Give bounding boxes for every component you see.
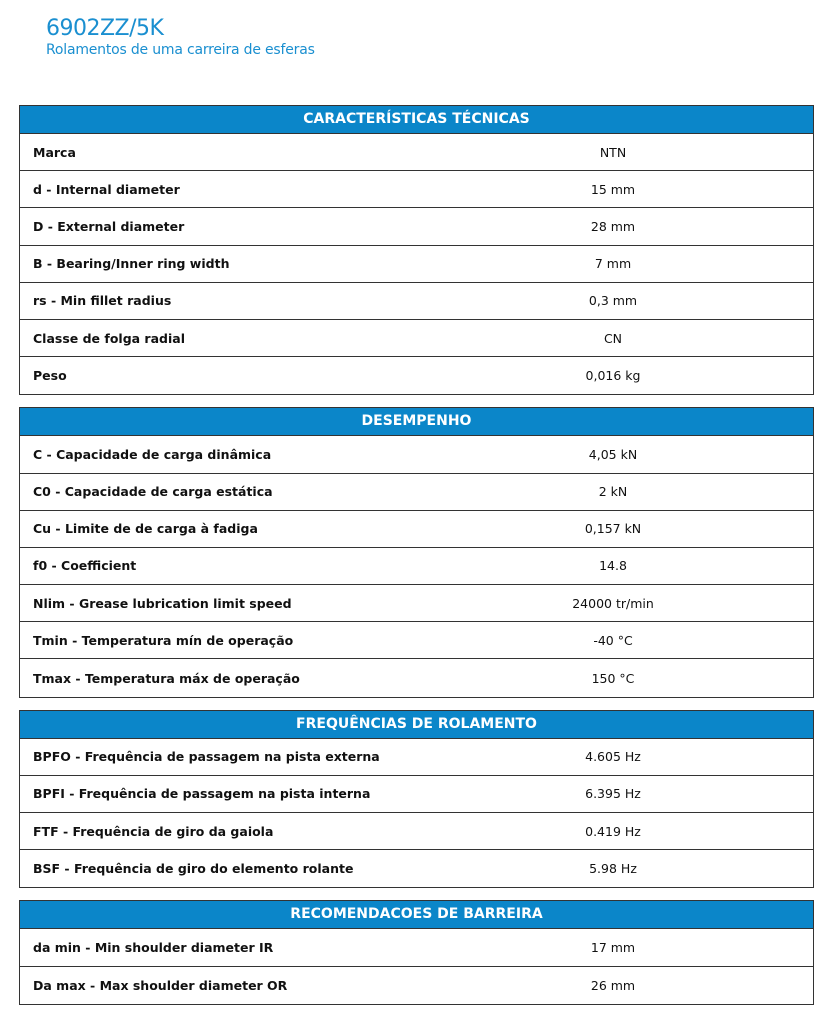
table-row: [20, 246, 813, 283]
table-row: [20, 511, 813, 548]
table-row: [20, 134, 813, 171]
row-value: 14.8: [599, 558, 627, 574]
row-value: 2 kN: [598, 484, 628, 500]
section-header: CARACTERÍSTICAS TÉCNICAS: [20, 106, 813, 134]
row-label: Tmin - Temperatura mín de operação: [33, 632, 294, 648]
row-label: D - External diameter: [33, 218, 185, 234]
row-value: 6.395 Hz: [585, 786, 641, 802]
row-label: BSF - Frequência de giro do elemento rolante: [33, 861, 354, 877]
row-value: 0.419 Hz: [585, 823, 641, 839]
row-label: f0 - Coefficient: [33, 558, 137, 574]
row-label: rs - Min fillet radius: [33, 293, 172, 309]
table-row: [20, 967, 813, 1004]
row-value: 0,3 mm: [588, 293, 638, 309]
table-row: [20, 474, 813, 511]
page-header: [46, 16, 315, 58]
row-value: 28 mm: [590, 218, 636, 234]
row-label: FTF - Frequência de giro da gaiola: [33, 823, 274, 839]
row-value: 15 mm: [590, 181, 636, 197]
row-label: BPFI - Frequência de passagem na pista interna: [33, 786, 371, 802]
section-recomendacoes-de-barreira: [19, 900, 814, 1004]
row-label: BPFO - Frequência de passagem na pista externa: [33, 749, 380, 765]
row-value: 7 mm: [594, 256, 632, 272]
row-value: 5.98 Hz: [589, 861, 637, 877]
row-label: Nlim - Grease lubrication limit speed: [33, 595, 292, 611]
table-row: [20, 320, 813, 357]
row-value: CN: [603, 330, 623, 346]
row-label: C - Capacidade de carga dinâmica: [33, 446, 272, 462]
row-value: 0,157 kN: [584, 521, 642, 537]
section-frequencias-de-rolamento: [19, 710, 814, 889]
row-label: B - Bearing/Inner ring width: [33, 256, 230, 272]
row-value: 17 mm: [590, 939, 636, 955]
table-row: [20, 929, 813, 966]
row-label: Tmax - Temperatura máx de operação: [33, 670, 300, 686]
spec-sections: [19, 105, 814, 1017]
row-value: 24000 tr/min: [572, 595, 654, 611]
table-row: [20, 436, 813, 473]
section-header: DESEMPENHO: [20, 408, 813, 436]
row-label: C0 - Capacidade de carga estática: [33, 484, 273, 500]
row-value: 26 mm: [590, 977, 636, 993]
section-header: FREQUÊNCIAS DE ROLAMENTO: [20, 711, 813, 739]
table-row: [20, 208, 813, 245]
row-value: 4,05 kN: [588, 446, 638, 462]
table-row: [20, 357, 813, 394]
row-value: -40 °C: [593, 632, 633, 648]
table-row: [20, 659, 813, 696]
row-label: Da max - Max shoulder diameter OR: [33, 977, 288, 993]
row-label: Peso: [33, 368, 67, 384]
table-row: [20, 850, 813, 887]
section-caracteristicas-tecnicas: [19, 105, 814, 395]
row-label: Marca: [33, 144, 76, 160]
section-desempenho: [19, 407, 814, 697]
row-value: NTN: [599, 144, 627, 160]
table-row: [20, 739, 813, 776]
row-value: 4.605 Hz: [585, 749, 641, 765]
row-value: 0,016 kg: [585, 368, 641, 384]
table-row: [20, 585, 813, 622]
table-row: [20, 171, 813, 208]
row-label: Cu - Limite de de carga à fadiga: [33, 521, 258, 537]
row-label: d - Internal diameter: [33, 181, 180, 197]
page-subtitle: Rolamentos de uma carreira de esferas: [46, 42, 315, 58]
table-row: [20, 283, 813, 320]
row-label: da min - Min shoulder diameter IR: [33, 939, 274, 955]
page-title: 6902ZZ/5K: [46, 16, 164, 41]
table-row: [20, 776, 813, 813]
row-value: 150 °C: [591, 670, 635, 686]
table-row: [20, 813, 813, 850]
table-row: [20, 548, 813, 585]
row-label: Classe de folga radial: [33, 330, 185, 346]
table-row: [20, 622, 813, 659]
section-header: RECOMENDACOES DE BARREIRA: [20, 901, 813, 929]
